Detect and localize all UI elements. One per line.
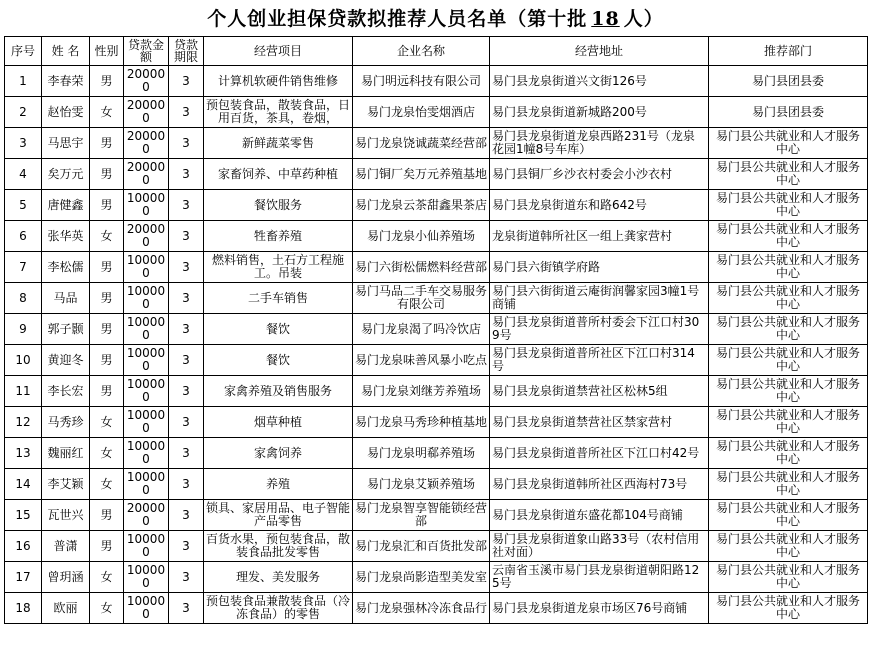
recommendation-table <box>4 36 868 624</box>
cell-project: 烟草种植 <box>204 407 353 438</box>
cell-gender: 女 <box>90 562 124 593</box>
cell-address: 易门县龙泉街道韩所社区西海村73号 <box>490 469 709 500</box>
cell-address: 易门县龙泉街道普所社区下江口村314号 <box>490 345 709 376</box>
cell-name: 李艾颖 <box>42 469 90 500</box>
cell-amount: 200000 <box>124 500 169 531</box>
cell-term: 3 <box>169 407 204 438</box>
cell-term: 3 <box>169 500 204 531</box>
cell-gender: 男 <box>90 500 124 531</box>
cell-gender: 男 <box>90 314 124 345</box>
cell-project: 预包装食品兼散装食品（冷冻食品）的零售 <box>204 593 353 624</box>
cell-term: 3 <box>169 314 204 345</box>
header-company: 企业名称 <box>353 37 490 66</box>
cell-gender: 女 <box>90 97 124 128</box>
cell-company: 易门龙泉饶诚蔬菜经营部 <box>353 128 490 159</box>
cell-amount: 100000 <box>124 314 169 345</box>
cell-term: 3 <box>169 190 204 221</box>
cell-name: 郭子颢 <box>42 314 90 345</box>
cell-address: 易门县龙泉街道普所社区下江口村42号 <box>490 438 709 469</box>
cell-term: 3 <box>169 97 204 128</box>
cell-seq: 10 <box>5 345 42 376</box>
cell-dept: 易门县公共就业和人才服务中心 <box>709 469 868 500</box>
cell-seq: 11 <box>5 376 42 407</box>
cell-dept: 易门县公共就业和人才服务中心 <box>709 531 868 562</box>
cell-gender: 男 <box>90 376 124 407</box>
cell-seq: 7 <box>5 252 42 283</box>
header-seq: 序号 <box>5 37 42 66</box>
cell-company: 易门龙泉智享智能锁经营部 <box>353 500 490 531</box>
cell-address: 易门县龙泉街道龙泉西路231号（龙泉花园1幢8号车库） <box>490 128 709 159</box>
cell-dept: 易门县公共就业和人才服务中心 <box>709 500 868 531</box>
cell-project: 燃料销售，土石方工程施工。吊装 <box>204 252 353 283</box>
cell-project: 餐饮 <box>204 314 353 345</box>
cell-name: 瓦世兴 <box>42 500 90 531</box>
cell-project: 家禽养殖及销售服务 <box>204 376 353 407</box>
cell-term: 3 <box>169 66 204 97</box>
cell-amount: 100000 <box>124 593 169 624</box>
cell-term: 3 <box>169 531 204 562</box>
cell-company: 易门明远科技有限公司 <box>353 66 490 97</box>
cell-amount: 200000 <box>124 221 169 252</box>
cell-gender: 男 <box>90 252 124 283</box>
title-suffix: 人） <box>623 8 664 30</box>
cell-project: 二手车销售 <box>204 283 353 314</box>
cell-address: 易门县龙泉街道象山路33号（农村信用社对面） <box>490 531 709 562</box>
cell-amount: 200000 <box>124 159 169 190</box>
cell-project: 预包装食品，散装食品，日用百货，茶具，卷烟， <box>204 97 353 128</box>
table-row <box>5 283 868 314</box>
cell-amount: 100000 <box>124 283 169 314</box>
cell-company: 易门铜厂矣万元养殖基地 <box>353 159 490 190</box>
cell-gender: 男 <box>90 128 124 159</box>
cell-amount: 100000 <box>124 531 169 562</box>
table-row <box>5 66 868 97</box>
cell-amount: 200000 <box>124 66 169 97</box>
cell-term: 3 <box>169 345 204 376</box>
cell-term: 3 <box>169 252 204 283</box>
header-amount: 贷款金额 <box>124 37 169 66</box>
cell-address: 龙泉街道韩所社区一组上龚家营村 <box>490 221 709 252</box>
cell-amount: 200000 <box>124 97 169 128</box>
cell-dept: 易门县公共就业和人才服务中心 <box>709 314 868 345</box>
cell-name: 普潇 <box>42 531 90 562</box>
cell-term: 3 <box>169 438 204 469</box>
table-row <box>5 562 868 593</box>
cell-gender: 男 <box>90 283 124 314</box>
cell-term: 3 <box>169 469 204 500</box>
table-row <box>5 159 868 190</box>
cell-dept: 易门县公共就业和人才服务中心 <box>709 562 868 593</box>
table-row <box>5 376 868 407</box>
table-row <box>5 407 868 438</box>
table-row <box>5 438 868 469</box>
cell-company: 易门龙泉汇和百货批发部 <box>353 531 490 562</box>
cell-name: 赵怡雯 <box>42 97 90 128</box>
cell-term: 3 <box>169 128 204 159</box>
cell-address: 易门县龙泉街道新城路200号 <box>490 97 709 128</box>
cell-project: 餐饮服务 <box>204 190 353 221</box>
cell-dept: 易门县公共就业和人才服务中心 <box>709 438 868 469</box>
cell-amount: 100000 <box>124 438 169 469</box>
cell-dept: 易门县公共就业和人才服务中心 <box>709 345 868 376</box>
cell-address: 易门县铜厂乡沙衣村委会小沙衣村 <box>490 159 709 190</box>
cell-term: 3 <box>169 283 204 314</box>
table-row <box>5 314 868 345</box>
cell-dept: 易门县公共就业和人才服务中心 <box>709 593 868 624</box>
table-row <box>5 221 868 252</box>
cell-company: 易门龙泉云茶甜鑫果茶店 <box>353 190 490 221</box>
cell-name: 马思宇 <box>42 128 90 159</box>
cell-amount: 100000 <box>124 469 169 500</box>
cell-seq: 14 <box>5 469 42 500</box>
cell-name: 曾玥涵 <box>42 562 90 593</box>
cell-gender: 女 <box>90 438 124 469</box>
cell-project: 理发、美发服务 <box>204 562 353 593</box>
table-row <box>5 97 868 128</box>
header-gender: 性别 <box>90 37 124 66</box>
cell-amount: 100000 <box>124 190 169 221</box>
cell-project: 家禽饲养 <box>204 438 353 469</box>
cell-company: 易门龙泉强林冷冻食品行 <box>353 593 490 624</box>
cell-address: 易门县龙泉街道龙泉市场区76号商铺 <box>490 593 709 624</box>
cell-company: 易门龙泉明郗养殖场 <box>353 438 490 469</box>
cell-address: 易门县龙泉街道禁营社区禁家营村 <box>490 407 709 438</box>
cell-gender: 男 <box>90 159 124 190</box>
cell-name: 欧丽 <box>42 593 90 624</box>
cell-amount: 100000 <box>124 376 169 407</box>
cell-address: 易门县龙泉街道兴文街126号 <box>490 66 709 97</box>
cell-amount: 100000 <box>124 562 169 593</box>
cell-project: 牲畜养殖 <box>204 221 353 252</box>
table-row <box>5 531 868 562</box>
table-row <box>5 190 868 221</box>
cell-seq: 3 <box>5 128 42 159</box>
cell-gender: 男 <box>90 345 124 376</box>
cell-gender: 女 <box>90 407 124 438</box>
cell-dept: 易门县公共就业和人才服务中心 <box>709 128 868 159</box>
cell-seq: 12 <box>5 407 42 438</box>
cell-name: 魏丽红 <box>42 438 90 469</box>
header-term: 贷款期限 <box>169 37 204 66</box>
cell-company: 易门龙泉艾颖养殖场 <box>353 469 490 500</box>
cell-name: 李长宏 <box>42 376 90 407</box>
cell-name: 李春荣 <box>42 66 90 97</box>
cell-company: 易门六街松儒燃料经营部 <box>353 252 490 283</box>
cell-dept: 易门县公共就业和人才服务中心 <box>709 407 868 438</box>
cell-project: 养殖 <box>204 469 353 500</box>
cell-address: 易门县六街街道云庵街润馨家园3幢1号商铺 <box>490 283 709 314</box>
cell-name: 唐健鑫 <box>42 190 90 221</box>
cell-dept: 易门县公共就业和人才服务中心 <box>709 376 868 407</box>
cell-name: 张华英 <box>42 221 90 252</box>
page-title <box>0 4 871 34</box>
cell-seq: 4 <box>5 159 42 190</box>
cell-company: 易门龙泉怡雯烟酒店 <box>353 97 490 128</box>
cell-project: 新鲜蔬菜零售 <box>204 128 353 159</box>
cell-name: 马品 <box>42 283 90 314</box>
cell-project: 百货水果，预包装食品，散装食品批发零售 <box>204 531 353 562</box>
cell-gender: 男 <box>90 531 124 562</box>
cell-term: 3 <box>169 159 204 190</box>
cell-gender: 女 <box>90 469 124 500</box>
title-prefix: 个人创业担保贷款拟推荐人员名单（第十批 <box>207 8 588 30</box>
cell-seq: 5 <box>5 190 42 221</box>
cell-name: 李松儒 <box>42 252 90 283</box>
cell-dept: 易门县公共就业和人才服务中心 <box>709 159 868 190</box>
title-batch-count: 18 <box>591 8 620 30</box>
cell-name: 黄迎冬 <box>42 345 90 376</box>
cell-company: 易门龙泉味善风暴小吃点 <box>353 345 490 376</box>
cell-seq: 13 <box>5 438 42 469</box>
cell-address: 易门县龙泉街道东和路642号 <box>490 190 709 221</box>
table-row <box>5 252 868 283</box>
header-name: 姓 名 <box>42 37 90 66</box>
cell-address: 易门县龙泉街道禁营社区松林5组 <box>490 376 709 407</box>
cell-amount: 100000 <box>124 407 169 438</box>
table-row <box>5 593 868 624</box>
cell-seq: 18 <box>5 593 42 624</box>
cell-term: 3 <box>169 376 204 407</box>
cell-seq: 17 <box>5 562 42 593</box>
cell-company: 易门龙泉小仙养殖场 <box>353 221 490 252</box>
header-address: 经营地址 <box>490 37 709 66</box>
cell-project: 计算机软硬件销售维修 <box>204 66 353 97</box>
cell-dept: 易门县团县委 <box>709 66 868 97</box>
cell-gender: 女 <box>90 593 124 624</box>
table-row <box>5 128 868 159</box>
cell-project: 锁具、家居用品、电子智能产品零售 <box>204 500 353 531</box>
cell-name: 矣万元 <box>42 159 90 190</box>
cell-dept: 易门县公共就业和人才服务中心 <box>709 283 868 314</box>
cell-term: 3 <box>169 562 204 593</box>
cell-company: 易门龙泉刘继芳养殖场 <box>353 376 490 407</box>
cell-address: 易门县龙泉街道东盛花都104号商铺 <box>490 500 709 531</box>
cell-address: 易门县六街镇学府路 <box>490 252 709 283</box>
table-row <box>5 469 868 500</box>
cell-dept: 易门县公共就业和人才服务中心 <box>709 252 868 283</box>
header-project: 经营项目 <box>204 37 353 66</box>
cell-gender: 女 <box>90 221 124 252</box>
header-row <box>5 37 868 66</box>
cell-seq: 16 <box>5 531 42 562</box>
cell-gender: 男 <box>90 190 124 221</box>
cell-company: 易门龙泉渴了吗冷饮店 <box>353 314 490 345</box>
cell-seq: 2 <box>5 97 42 128</box>
cell-project: 餐饮 <box>204 345 353 376</box>
cell-project: 家畜饲养、中草药种植 <box>204 159 353 190</box>
cell-company: 易门龙泉尚影造型美发室 <box>353 562 490 593</box>
cell-seq: 9 <box>5 314 42 345</box>
table-row <box>5 500 868 531</box>
cell-address: 易门县龙泉街道普所村委会下江口村309号 <box>490 314 709 345</box>
cell-dept: 易门县公共就业和人才服务中心 <box>709 190 868 221</box>
cell-name: 马秀珍 <box>42 407 90 438</box>
cell-address: 云南省玉溪市易门县龙泉街道朝阳路125号 <box>490 562 709 593</box>
cell-seq: 8 <box>5 283 42 314</box>
cell-gender: 男 <box>90 66 124 97</box>
cell-amount: 200000 <box>124 128 169 159</box>
cell-seq: 1 <box>5 66 42 97</box>
cell-seq: 6 <box>5 221 42 252</box>
cell-company: 易门龙泉马秀珍种植基地 <box>353 407 490 438</box>
cell-dept: 易门县团县委 <box>709 97 868 128</box>
cell-dept: 易门县公共就业和人才服务中心 <box>709 221 868 252</box>
cell-seq: 15 <box>5 500 42 531</box>
table-row <box>5 345 868 376</box>
cell-amount: 100000 <box>124 252 169 283</box>
cell-amount: 100000 <box>124 345 169 376</box>
cell-term: 3 <box>169 221 204 252</box>
header-dept: 推荐部门 <box>709 37 868 66</box>
cell-term: 3 <box>169 593 204 624</box>
cell-company: 易门马品二手车交易服务有限公司 <box>353 283 490 314</box>
